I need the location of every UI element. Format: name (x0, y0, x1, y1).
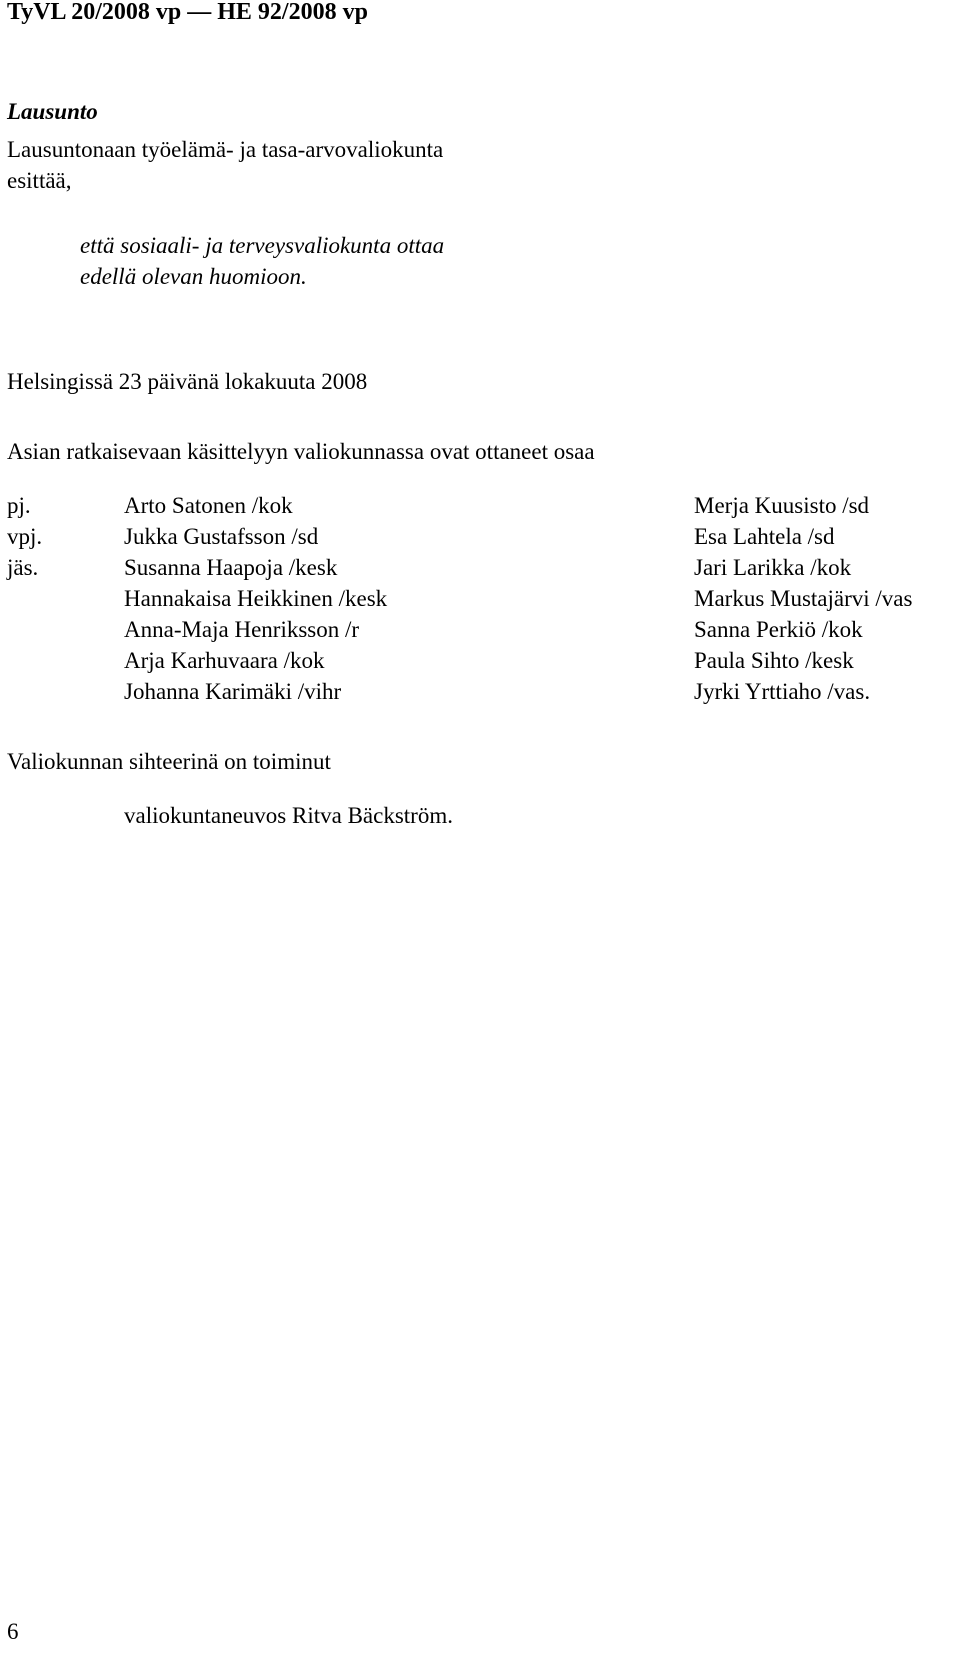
member-name: Hannakaisa Heikkinen /kesk (124, 586, 388, 611)
statement-proposal (80, 230, 444, 292)
secretary-intro: Valiokunnan sihteerinä on toiminut (7, 749, 331, 774)
statement-proposal-line: että sosiaali- ja terveysvaliokunta ottaa (80, 233, 445, 258)
document-reference-header: TyVL 20/2008 vp — HE 92/2008 vp (7, 0, 368, 25)
member-name: Johanna Karimäki /vihr (124, 679, 342, 704)
statement-intro-line: Lausuntonaan työelämä- ja tasa-arvovaliokunta (7, 137, 444, 162)
member-roles (7, 490, 42, 583)
member-role: jäs. (7, 555, 39, 580)
statement-intro (7, 134, 443, 196)
member-name: Arja Karhuvaara /kok (124, 648, 325, 673)
statement-proposal-line: edellä olevan huomioon. (80, 264, 307, 289)
member-name: Jari Larikka /kok (694, 555, 852, 580)
secretary-name: valiokuntaneuvos Ritva Bäckström. (124, 803, 453, 828)
members-column-1 (124, 490, 387, 707)
member-name: Jukka Gustafsson /sd (124, 524, 319, 549)
member-name: Arto Satonen /kok (124, 493, 293, 518)
statement-heading: Lausunto (7, 99, 98, 124)
member-name: Sanna Perkiö /kok (694, 617, 863, 642)
members-column-2 (694, 490, 912, 707)
page-number: 6 (7, 1619, 19, 1644)
member-name: Anna-Maja Henriksson /r (124, 617, 360, 642)
member-name: Markus Mustajärvi /vas (694, 586, 913, 611)
member-role: vpj. (7, 524, 43, 549)
member-role: pj. (7, 493, 31, 518)
member-name: Susanna Haapoja /kesk (124, 555, 338, 580)
member-name: Jyrki Yrttiaho /vas. (694, 679, 871, 704)
statement-intro-line: esittää, (7, 168, 72, 193)
member-name: Paula Sihto /kesk (694, 648, 854, 673)
member-name: Esa Lahtela /sd (694, 524, 835, 549)
place-date: Helsingissä 23 päivänä lokakuuta 2008 (7, 369, 368, 394)
member-name: Merja Kuusisto /sd (694, 493, 870, 518)
participants-intro: Asian ratkaisevaan käsittelyyn valiokunnassa ovat ottaneet osaa (7, 439, 595, 464)
